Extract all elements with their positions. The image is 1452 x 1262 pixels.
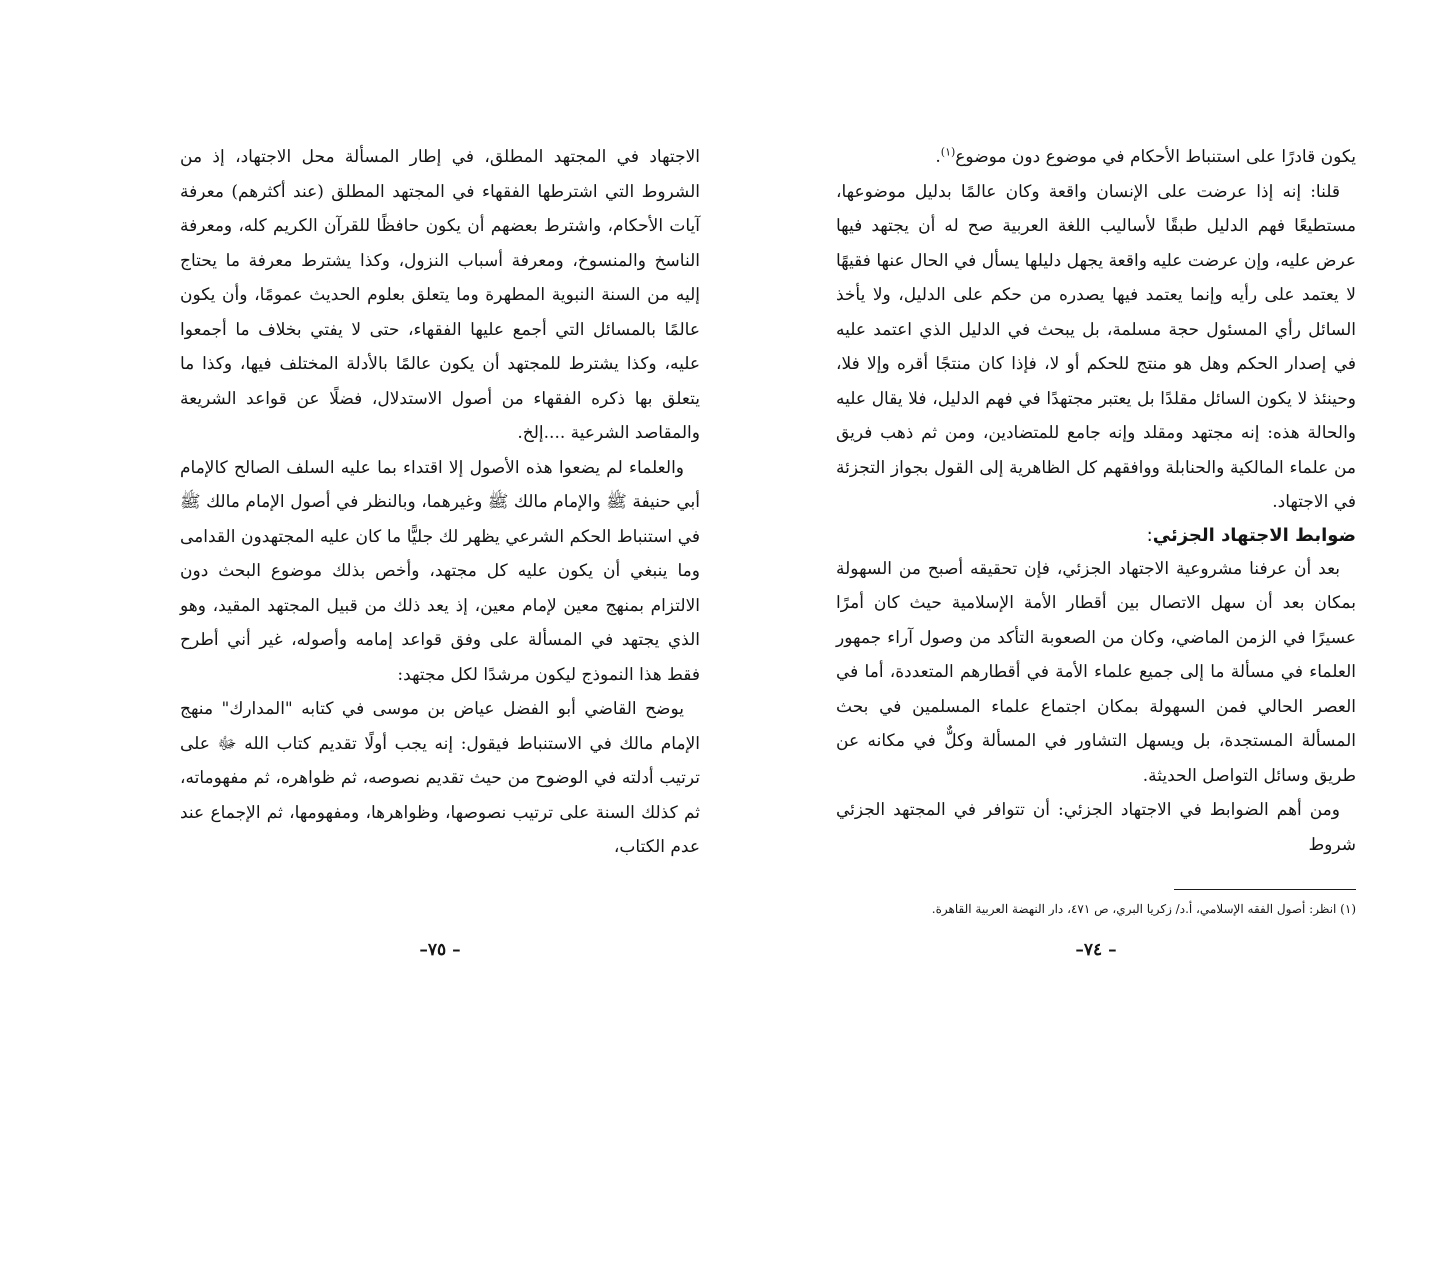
right-page	[836, 140, 1356, 970]
left-page	[180, 140, 700, 970]
footnote-divider	[1174, 889, 1356, 890]
page-number-right: –٧٤ –	[1075, 940, 1117, 960]
section-heading-colon: :	[1146, 524, 1153, 546]
right-paragraph-3: بعد أن عرفنا مشروعية الاجتهاد الجزئي، فإن تحقيقه أصبح من السهولة بمكان بعد أن سهل الاتصال بين أقطار الأمة الإسلامية حيث كان أمرًا عسيرًا في الزمن الماضي، وكان من الصعوبة التأكد من وصول آراء جمهور العلماء في مسألة ما إلى جميع علماء الأمة في أقطارهم المتعددة، أما في العصر الحالي فمن السهولة بمكان اجتماع علماء المسلمين في بحث المسألة المستجدة، بل ويسهل التشاور في المسألة وكلٌّ في مكانه عن طريق وسائل التواصل الحديثة.	[836, 558, 1356, 786]
section-heading	[836, 520, 1356, 552]
right-paragraph-4: ومن أهم الضوابط في الاجتهاد الجزئي: أن تتوافر في المجتهد الجزئي شروط	[836, 800, 1356, 855]
right-paragraph-1-text: يكون قادرًا على استنباط الأحكام في موضوع دون موضوع	[955, 147, 1356, 167]
left-paragraph-3: يوضح القاضي أبو الفضل عياض بن موسى في كتابه "المدارك" منهج الإمام مالك في الاستنباط فيقول: إنه يجب أولًا تقديم كتاب الله ﷻ على ترتيب أدلته في الوضوح من حيث تقديم نصوصه، ثم ظواهره، ثم مفهوماته، ثم كذلك السنة على ترتيب نصوصها، وظواهرها، ومفهومها، ثم الإجماع عند عدم الكتاب،	[180, 699, 700, 857]
right-paragraph-1: يكون قادرًا على استنباط الأحكام في موضوع دون موضوع$^{(١)}$.	[935, 145, 1356, 167]
right-paragraph-2: قلنا: إنه إذا عرضت على الإنسان واقعة وكان عالمًا بدليل موضوعها، مستطيعًا فهم الدليل طبقًا لأساليب اللغة العربية صح له أن يجتهد فيها عرض عليه، وإن عرضت عليه واقعة يجهل دليلها يسأل في الحال عنها فقيهًا لا يعتمد على رأيه وإنما يعتمد فيها يصدره من حكم على الدليل، ولا يأخذ السائل رأي المسئول حجة مسلمة، بل يبحث في الدليل الذي اعتمد عليه في إصدار الحكم وهل هو منتج للحكم أو لا، فإذا كان منتجًا أقره وإلا فلا، وحينئذ لا يكون السائل مقلدًا بل يعتبر مجتهدًا في فهم الدليل، فلا يقال عليه والحالة هذه: إنه مجتهد ومقلد وإنه جامع للمتضادين، ومن ثم ذهب فريق من علماء المالكية والحنابلة ووافقهم كل الظاهرية إلى القول بجواز التجزئة في الاجتهاد.	[836, 181, 1356, 512]
footnote-marker: (١)	[940, 145, 956, 159]
left-paragraph-1: الاجتهاد في المجتهد المطلق، في إطار المسألة محل الاجتهاد، إذ من الشروط التي اشترطها الفقهاء في المجتهد المطلق (عند أكثرهم) معرفة آيات الأحكام، واشترط بعضهم أن يكون حافظًا للقرآن الكريم كله، ومعرفة الناسخ والمنسوخ، ومعرفة أسباب النزول، وكذا يشترط معرفة ما يحتاج إليه من السنة النبوية المطهرة وما يتعلق بعلوم الحديث عمومًا، وأن يكون عالمًا بالمسائل التي أجمع عليها الفقهاء، حتى لا يفتي بخلاف ما أجمعوا عليه، وكذا يشترط للمجتهد أن يكون عالمًا بالأدلة المختلف فيها، وكذا ما يتعلق بها ذكره الفقهاء من أصول الاستدلال، فضلًا عن قواعد الشريعة والمقاصد الشرعية ....إلخ.	[180, 147, 700, 443]
footnote: (١) انظر: أصول الفقه الإسلامي، أ.د/ زكريا البري، ص ٤٧١، دار النهضة العربية القاهرة.	[931, 902, 1356, 916]
right-page-body	[836, 140, 1356, 862]
left-paragraph-2: والعلماء لم يضعوا هذه الأصول إلا اقتداء بما عليه السلف الصالح كالإمام أبي حنيفة ﷺ والإمام مالك ﷺ وغيرهما، وبالنظر في أصول الإمام مالك ﷺ في استنباط الحكم الشرعي يظهر لك جليًّا ما كان عليه المجتهدون القدامى وما ينبغي أن يكون عليه كل مجتهد، وأخص بذلك موضوع البحث دون الالتزام بمنهج معين لإمام معين، إذ يعد ذلك من قبيل المجتهد المقيد، وهو الذي يجتهد في المسألة على وفق قواعد إمامه وأصوله، غير أني أطرح فقط هذا النموذج ليكون مرشدًا لكل مجتهد:	[180, 457, 700, 685]
page-number-left: –٧٥ –	[419, 940, 461, 960]
section-heading-text: ضوابط الاجتهاد الجزئي	[1152, 524, 1356, 546]
left-page-body	[180, 140, 700, 865]
